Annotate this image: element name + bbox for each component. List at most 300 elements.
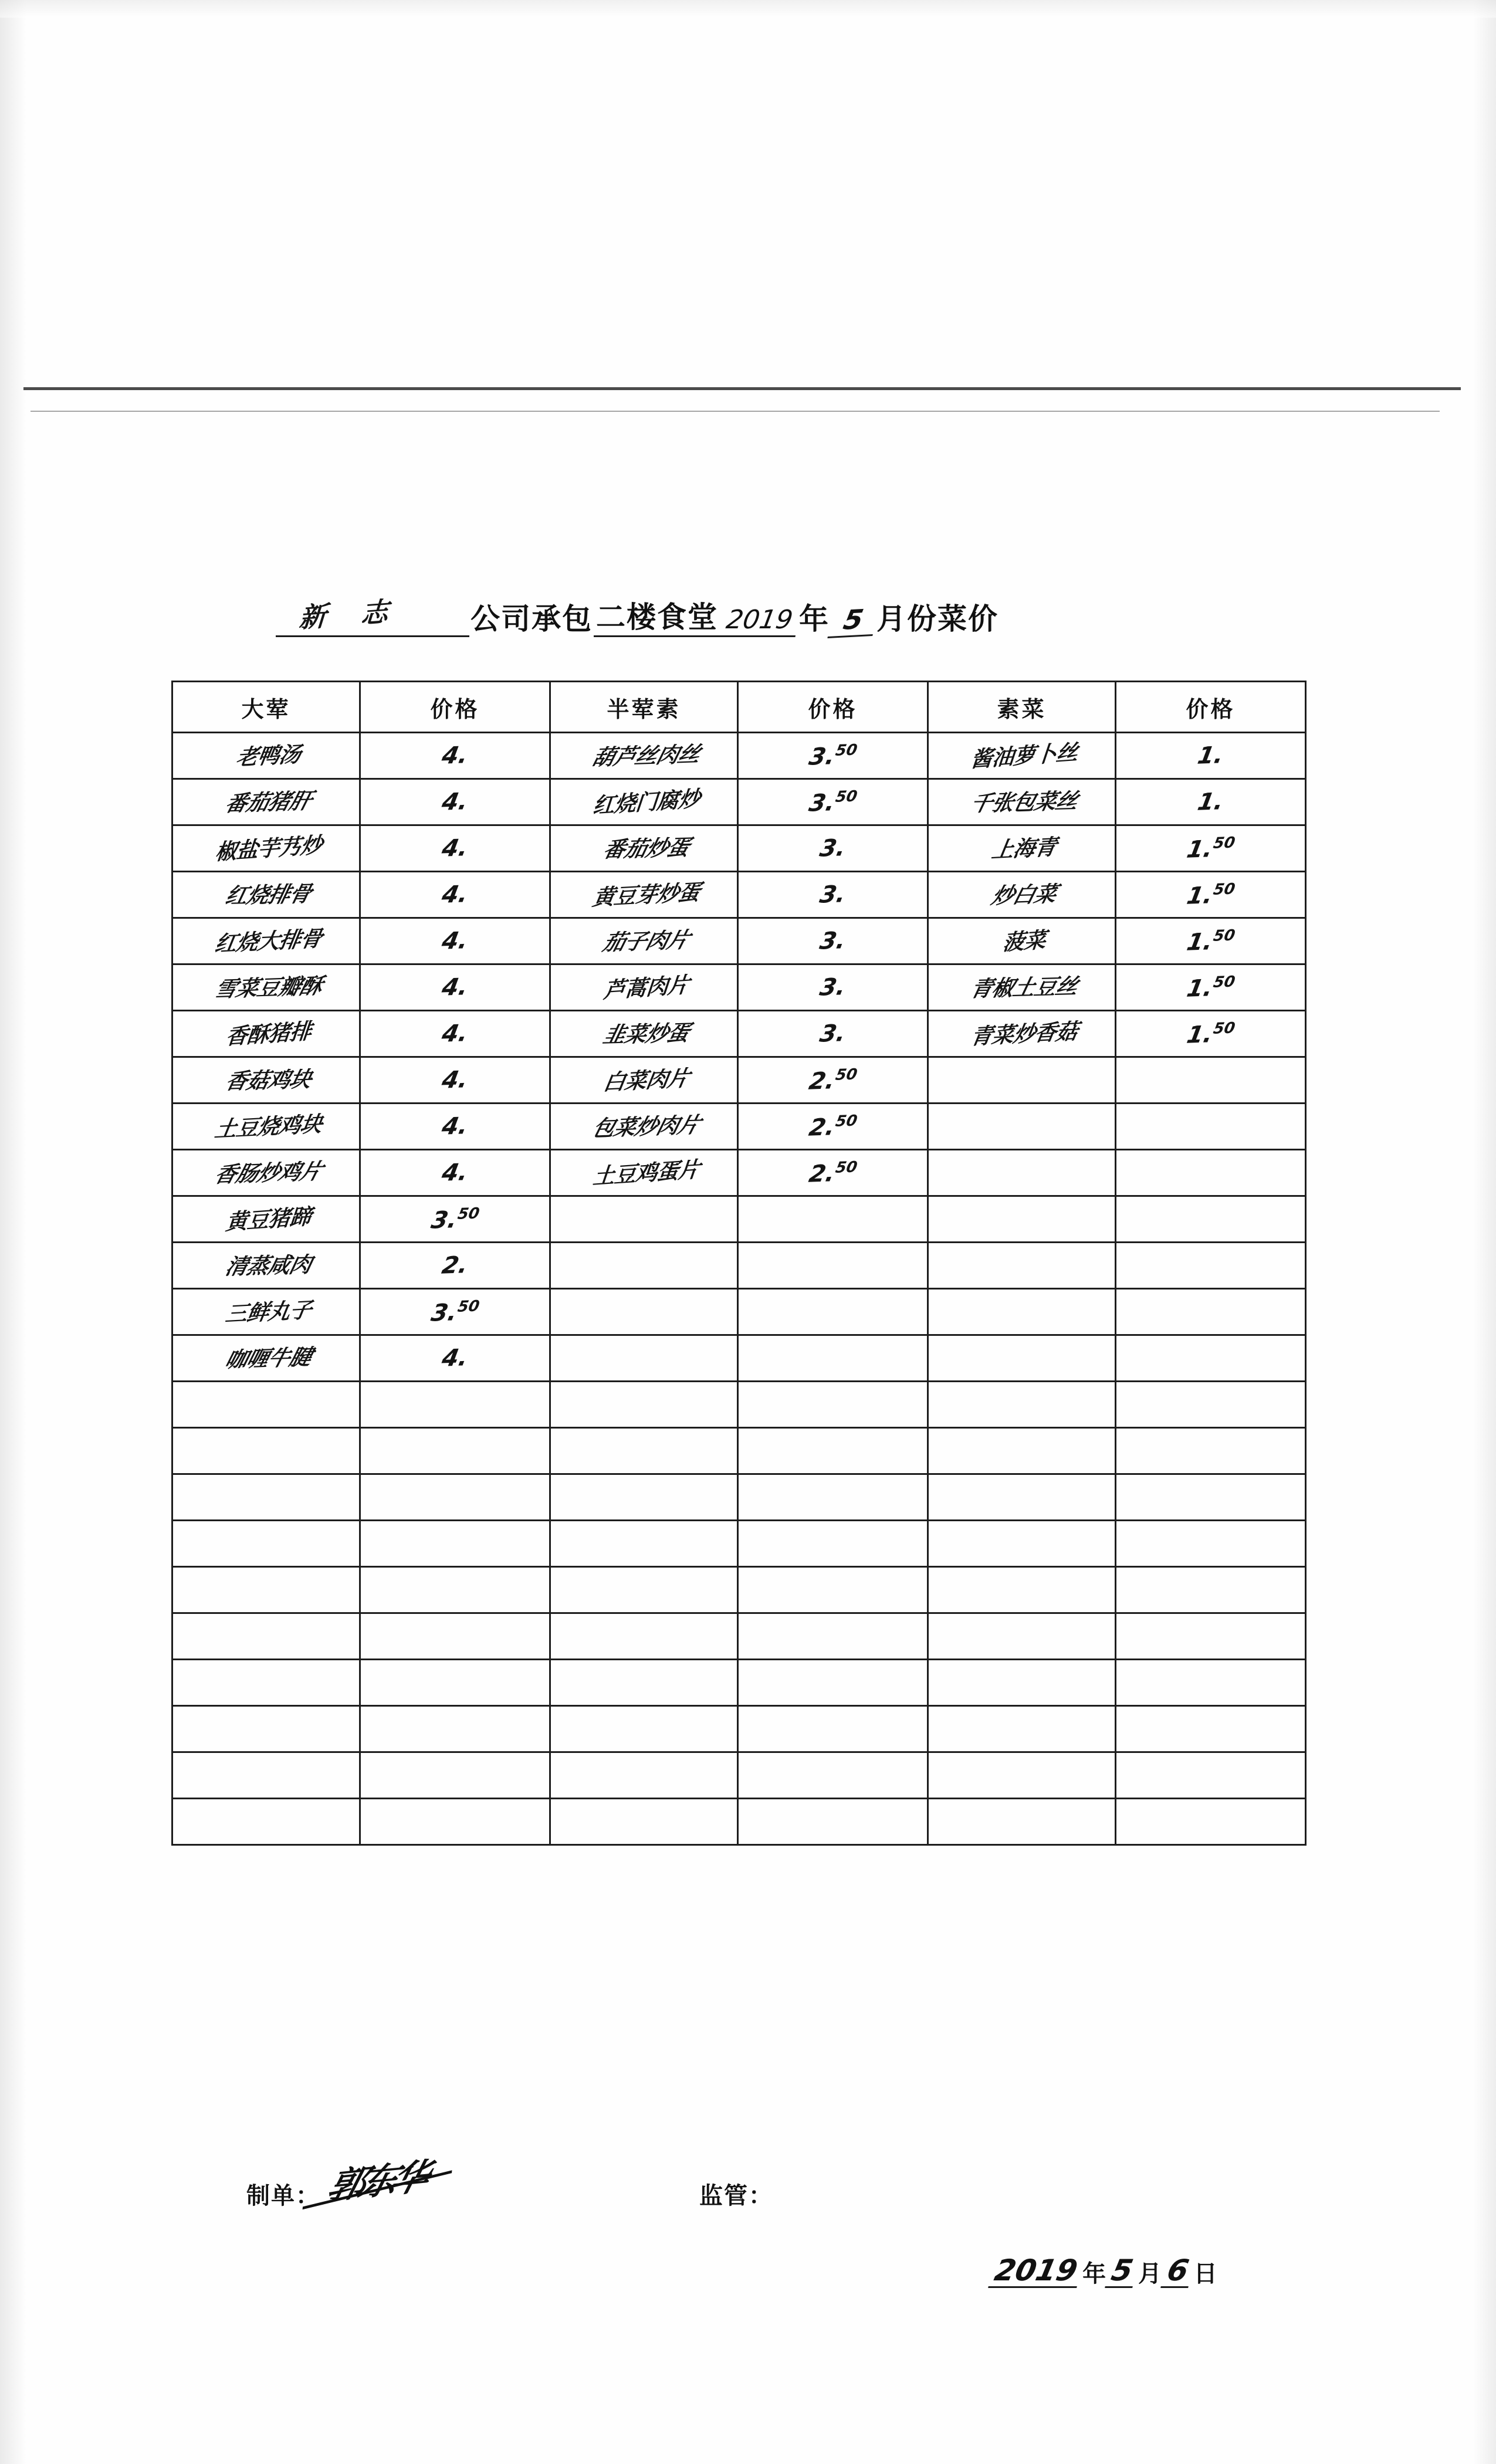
dish-name: 包菜炒肉片 xyxy=(590,1112,703,1141)
dish-name: 青菜炒香菇 xyxy=(969,1018,1079,1050)
table-row xyxy=(172,779,1306,825)
title-month-unit: 月份菜价 xyxy=(876,603,999,635)
dish-price-value: 2. xyxy=(807,1067,837,1095)
dish-price-cell xyxy=(1116,825,1306,872)
dish-price-cell xyxy=(1116,1799,1306,1845)
dish-price-cell xyxy=(360,1799,550,1845)
dish-name-cell xyxy=(172,1660,360,1706)
dish-name-cell xyxy=(172,1196,360,1243)
dish-price-fraction: 50 xyxy=(1211,973,1237,991)
dish-price-cell xyxy=(1116,1660,1306,1706)
dish-name-cell xyxy=(928,1335,1116,1382)
dish-price-value: 4. xyxy=(439,881,471,909)
dish-price xyxy=(358,1157,551,1187)
dish-price-cell xyxy=(360,1567,550,1613)
dish-price-cell xyxy=(360,1474,550,1521)
dish-name: 番茄炒蛋 xyxy=(601,834,692,862)
dish-name-cell xyxy=(172,1243,360,1289)
dish-price-value: 3. xyxy=(429,1206,459,1234)
dish-name-cell xyxy=(550,1243,738,1289)
dish-name-cell xyxy=(172,1382,360,1428)
dish-name: 千张包菜丝 xyxy=(968,788,1080,816)
table-body xyxy=(172,733,1306,1845)
scan-edge-left xyxy=(0,0,27,2464)
column-header-price-1: 价格 xyxy=(360,682,550,733)
dish-price-cell xyxy=(360,1150,550,1196)
dish-price-cell xyxy=(738,1567,928,1613)
table-row xyxy=(172,1474,1306,1521)
dish-name-cell xyxy=(928,1289,1116,1335)
dish-name-cell xyxy=(172,733,360,779)
dish-price-cell xyxy=(1116,1613,1306,1660)
dish-price-cell xyxy=(1116,1382,1306,1428)
dish-price-cell xyxy=(738,1660,928,1706)
dish-name: 葫芦丝肉丝 xyxy=(590,741,703,770)
dish-price-cell xyxy=(1116,1474,1306,1521)
document-date xyxy=(991,2253,1220,2288)
dish-price-cell xyxy=(738,1335,928,1382)
dish-name-cell xyxy=(928,1752,1116,1799)
table-row xyxy=(172,1613,1306,1660)
title-month-value: 5 xyxy=(827,605,878,638)
dish-price-cell xyxy=(360,1521,550,1567)
dish-name-cell xyxy=(928,1243,1116,1289)
dish-name-cell xyxy=(550,1752,738,1799)
dish-price xyxy=(736,786,930,818)
dish-price-value: 3. xyxy=(817,881,848,909)
dish-name: 红烧排骨 xyxy=(223,881,314,909)
title-year-unit: 年 xyxy=(798,603,830,635)
dish-name-cell xyxy=(550,1474,738,1521)
date-month-unit: 月 xyxy=(1138,2260,1162,2287)
dish-name-cell xyxy=(928,1104,1116,1150)
dish-price-cell xyxy=(1116,1104,1306,1150)
dish-price-fraction: 50 xyxy=(834,1112,859,1131)
title-part-contract: 公司承包 xyxy=(471,603,593,635)
dish-name: 土豆鸡蛋片 xyxy=(591,1156,701,1189)
table-row xyxy=(172,872,1306,918)
dish-name-cell xyxy=(928,918,1116,964)
dish-price-cell xyxy=(738,1799,928,1845)
dish-price-cell xyxy=(738,1057,928,1104)
table-row xyxy=(172,825,1306,872)
dish-name-cell xyxy=(550,1613,738,1660)
table-row xyxy=(172,1660,1306,1706)
dish-price-cell xyxy=(738,1196,928,1243)
table-row xyxy=(172,1057,1306,1104)
dish-name-cell xyxy=(928,1196,1116,1243)
dish-price-cell xyxy=(738,1613,928,1660)
dish-price-cell xyxy=(360,1104,550,1150)
dish-name: 老鸭汤 xyxy=(234,741,303,770)
dish-price-cell xyxy=(738,1706,928,1752)
dish-name: 茄子肉片 xyxy=(600,927,692,955)
dish-name-cell xyxy=(550,1057,738,1104)
dish-price xyxy=(358,1018,551,1048)
dish-name-cell xyxy=(550,1104,738,1150)
dish-name: 土豆烧鸡块 xyxy=(213,1111,324,1142)
dish-price-cell xyxy=(360,1057,550,1104)
dish-name-cell xyxy=(172,918,360,964)
dish-price xyxy=(1113,879,1308,911)
dish-price-cell xyxy=(360,1382,550,1428)
dish-price xyxy=(358,1343,551,1373)
dish-name-cell xyxy=(550,825,738,872)
title-year-value: 2019 xyxy=(718,607,801,637)
column-header-da-hun: 大荤 xyxy=(172,682,360,733)
table-row xyxy=(172,1011,1306,1057)
dish-name-cell xyxy=(550,964,738,1011)
dish-price xyxy=(736,740,930,771)
dish-name-cell xyxy=(928,1799,1116,1845)
table-row xyxy=(172,1243,1306,1289)
dish-name-cell xyxy=(550,1150,738,1196)
dish-price-fraction: 50 xyxy=(1211,926,1237,945)
dish-price-value: 3. xyxy=(817,834,848,862)
dish-price xyxy=(1113,740,1307,770)
dish-name-cell xyxy=(550,1335,738,1382)
dish-name: 菠菜 xyxy=(1001,927,1047,955)
dish-price-cell xyxy=(738,918,928,964)
dish-price-value: 1. xyxy=(1195,788,1226,816)
table-row xyxy=(172,733,1306,779)
dish-price-value: 3. xyxy=(429,1299,459,1327)
dish-price-cell xyxy=(360,1196,550,1243)
dish-price-cell xyxy=(360,733,550,779)
dish-price-value: 2. xyxy=(807,1160,837,1188)
page-fold-line-secondary xyxy=(31,411,1440,412)
dish-price xyxy=(736,879,929,909)
dish-name: 番茄猪肝 xyxy=(222,788,314,816)
table-header-row xyxy=(172,682,1306,733)
dish-price-cell xyxy=(1116,1567,1306,1613)
dish-name-cell xyxy=(550,733,738,779)
dish-price-value: 1. xyxy=(1184,882,1215,910)
table-row xyxy=(172,1104,1306,1150)
dish-price-cell xyxy=(738,825,928,872)
dish-name-cell xyxy=(172,1011,360,1057)
dish-price-value: 4. xyxy=(439,1159,471,1187)
dish-price-cell xyxy=(738,1104,928,1150)
dish-price-fraction: 50 xyxy=(456,1297,481,1316)
dish-name-cell xyxy=(172,825,360,872)
dish-name: 韭菜炒蛋 xyxy=(601,1020,692,1048)
dish-name-cell xyxy=(550,1521,738,1567)
date-year-unit: 年 xyxy=(1082,2260,1106,2287)
dish-price-cell xyxy=(1116,1150,1306,1196)
dish-price xyxy=(358,787,551,817)
dish-price-cell xyxy=(360,1706,550,1752)
dish-name-cell xyxy=(928,1521,1116,1567)
dish-price-cell xyxy=(738,1474,928,1521)
dish-price-cell xyxy=(360,1660,550,1706)
table-row xyxy=(172,1289,1306,1335)
dish-price-cell xyxy=(738,733,928,779)
document-footer xyxy=(171,2155,1309,2232)
dish-price-cell xyxy=(738,1289,928,1335)
dish-name-cell xyxy=(172,1335,360,1382)
dish-price xyxy=(358,1065,551,1095)
dish-price-cell xyxy=(738,964,928,1011)
dish-price-value: 3. xyxy=(807,789,837,817)
dish-name: 炒白菜 xyxy=(989,881,1060,909)
dish-name: 红烧大排骨 xyxy=(213,925,324,957)
dish-name-cell xyxy=(928,872,1116,918)
dish-name: 上海青 xyxy=(990,834,1058,863)
dish-price-cell xyxy=(1116,1057,1306,1104)
dish-name-cell xyxy=(172,1706,360,1752)
dish-name-cell xyxy=(550,1289,738,1335)
company-name-handwritten: 新 志 xyxy=(298,594,402,634)
dish-price-cell xyxy=(1116,1752,1306,1799)
dish-name: 白菜肉片 xyxy=(601,1065,691,1095)
dish-name-cell xyxy=(928,825,1116,872)
table-row xyxy=(172,1335,1306,1382)
date-day-value: 6 xyxy=(1160,2256,1194,2288)
dish-price-cell xyxy=(1116,1289,1306,1335)
dish-price-cell xyxy=(1116,964,1306,1011)
dish-name-cell xyxy=(550,1011,738,1057)
dish-name-cell xyxy=(550,1706,738,1752)
table-row xyxy=(172,964,1306,1011)
table-row xyxy=(172,1799,1306,1845)
dish-price-fraction: 50 xyxy=(834,787,859,806)
dish-name: 香酥猪排 xyxy=(224,1018,313,1050)
dish-price-cell xyxy=(1116,779,1306,825)
dish-name-cell xyxy=(928,779,1116,825)
dish-price-value: 3. xyxy=(817,973,848,1001)
dish-price xyxy=(358,1111,551,1141)
table-row xyxy=(172,1150,1306,1196)
dish-price-fraction: 50 xyxy=(834,741,859,760)
dish-price-cell xyxy=(1116,918,1306,964)
dish-name: 咖喱牛腱 xyxy=(222,1344,314,1372)
dish-name-cell xyxy=(928,1150,1116,1196)
dish-price xyxy=(358,1296,552,1328)
dish-price xyxy=(1113,787,1307,817)
dish-name-cell xyxy=(928,1474,1116,1521)
dish-price-cell xyxy=(360,1011,550,1057)
dish-price-cell xyxy=(360,1613,550,1660)
dish-name-cell xyxy=(550,1799,738,1845)
dish-name-cell xyxy=(550,918,738,964)
signature-text: 郭东华 xyxy=(323,2155,429,2208)
dish-price-fraction: 50 xyxy=(1211,834,1237,852)
company-name-blank xyxy=(276,594,469,637)
dish-price-value: 3. xyxy=(817,927,848,955)
dish-price xyxy=(736,1111,930,1142)
dish-price xyxy=(358,1250,551,1280)
dish-price-cell xyxy=(360,779,550,825)
dish-price-cell xyxy=(1116,1706,1306,1752)
dish-name: 黄豆猪蹄 xyxy=(224,1203,313,1235)
dish-price-cell xyxy=(360,1289,550,1335)
scan-edge-top xyxy=(0,0,1496,18)
dish-price-cell xyxy=(360,918,550,964)
supervisor-label: 监管： xyxy=(699,2182,773,2209)
dish-price-cell xyxy=(360,1752,550,1799)
dish-name: 三鲜丸子 xyxy=(224,1297,313,1327)
dish-name-cell xyxy=(550,1660,738,1706)
dish-price-cell xyxy=(738,779,928,825)
table-row xyxy=(172,1706,1306,1752)
dish-name-cell xyxy=(172,1521,360,1567)
dish-name: 黄豆芽炒蛋 xyxy=(591,879,702,911)
dish-price-cell xyxy=(738,1243,928,1289)
table-row xyxy=(172,1521,1306,1567)
dish-price-cell xyxy=(1116,733,1306,779)
dish-price-value: 1. xyxy=(1184,835,1215,864)
column-header-price-2: 价格 xyxy=(738,682,928,733)
dish-price-value: 1. xyxy=(1184,928,1215,956)
dish-price xyxy=(358,833,551,863)
dish-price xyxy=(736,1157,930,1189)
dish-price-value: 2. xyxy=(807,1113,837,1142)
dish-name-cell xyxy=(172,1752,360,1799)
dish-price-cell xyxy=(360,1243,550,1289)
table-row xyxy=(172,1752,1306,1799)
dish-price-cell xyxy=(1116,1243,1306,1289)
dish-name-cell xyxy=(550,872,738,918)
dish-price-value: 4. xyxy=(439,1344,471,1372)
dish-name: 椒盐芋艿炒 xyxy=(214,832,323,865)
dish-name-cell xyxy=(928,1428,1116,1474)
dish-price-fraction: 50 xyxy=(1211,1019,1237,1038)
dish-price-cell xyxy=(1116,1428,1306,1474)
dish-price xyxy=(736,926,929,956)
dish-price-value: 1. xyxy=(1184,974,1215,1003)
dish-price xyxy=(736,972,929,1002)
table-row xyxy=(172,1196,1306,1243)
date-day-unit: 日 xyxy=(1193,2260,1217,2287)
dish-price-value: 4. xyxy=(439,1066,471,1094)
dish-price-cell xyxy=(1116,1335,1306,1382)
dish-name: 红烧门腐炒 xyxy=(591,786,701,818)
table-row xyxy=(172,918,1306,964)
dish-name-cell xyxy=(550,1567,738,1613)
dish-price xyxy=(736,833,929,863)
dish-price-cell xyxy=(738,1752,928,1799)
dish-name-cell xyxy=(550,779,738,825)
dish-price xyxy=(736,1018,929,1048)
column-header-price-3: 价格 xyxy=(1116,682,1306,733)
menu-price-table xyxy=(171,681,1307,1846)
dish-price-cell xyxy=(738,1011,928,1057)
dish-price-value: 4. xyxy=(439,788,471,816)
dish-price-cell xyxy=(360,964,550,1011)
dish-price-value: 4. xyxy=(439,1020,471,1048)
dish-name: 香菇鸡块 xyxy=(223,1066,314,1094)
dish-price xyxy=(358,1203,552,1235)
dish-price-value: 3. xyxy=(817,1020,848,1048)
dish-price xyxy=(358,879,551,909)
table-row xyxy=(172,1382,1306,1428)
dish-price-cell xyxy=(738,1150,928,1196)
dish-price-cell xyxy=(738,1428,928,1474)
dish-name-cell xyxy=(928,733,1116,779)
dish-name-cell xyxy=(928,1613,1116,1660)
dish-price-cell xyxy=(1116,1521,1306,1567)
dish-price-cell xyxy=(738,1521,928,1567)
dish-name: 香肠炒鸡片 xyxy=(212,1158,325,1187)
dish-name-cell xyxy=(550,1428,738,1474)
dish-price-value: 4. xyxy=(439,973,471,1001)
dish-name-cell xyxy=(928,1567,1116,1613)
dish-name-cell xyxy=(172,1057,360,1104)
dish-price-cell xyxy=(1116,1196,1306,1243)
dish-name: 芦蒿肉片 xyxy=(602,972,691,1003)
date-month-value: 5 xyxy=(1105,2256,1139,2288)
dish-price xyxy=(358,740,551,770)
dish-price-cell xyxy=(738,872,928,918)
dish-price-fraction: 50 xyxy=(834,1158,859,1177)
dish-price-cell xyxy=(1116,1011,1306,1057)
dish-name-cell xyxy=(550,1382,738,1428)
dish-price xyxy=(358,972,551,1002)
dish-price-cell xyxy=(738,1382,928,1428)
dish-name-cell xyxy=(172,1428,360,1474)
dish-price-value: 4. xyxy=(439,927,471,955)
dish-name-cell xyxy=(172,1799,360,1845)
dish-price-value: 2. xyxy=(439,1251,471,1280)
dish-name-cell xyxy=(928,1011,1116,1057)
dish-price-fraction: 50 xyxy=(834,1065,859,1084)
dish-price xyxy=(1113,1018,1308,1050)
dish-price-cell xyxy=(360,872,550,918)
dish-price-fraction: 50 xyxy=(456,1204,481,1223)
page-fold-line xyxy=(23,387,1461,390)
dish-name-cell xyxy=(928,1706,1116,1752)
dish-name-cell xyxy=(928,964,1116,1011)
dish-price-cell xyxy=(360,1428,550,1474)
date-year-value: 2019 xyxy=(988,2256,1084,2288)
dish-name-cell xyxy=(172,1150,360,1196)
dish-name: 雪菜豆瓣酥 xyxy=(212,973,325,1002)
table-row xyxy=(172,1567,1306,1613)
dish-name-cell xyxy=(172,1567,360,1613)
column-header-su-cai: 素菜 xyxy=(928,682,1116,733)
dish-price-cell xyxy=(360,1335,550,1382)
dish-name-cell xyxy=(928,1660,1116,1706)
dish-price-value: 3. xyxy=(807,743,837,771)
dish-price xyxy=(358,926,551,956)
dish-name-cell xyxy=(172,1613,360,1660)
prepared-by-label: 制单： xyxy=(246,2182,320,2209)
dish-name: 青椒土豆丝 xyxy=(968,973,1080,1001)
dish-price xyxy=(1113,972,1308,1003)
title-part-canteen: 二楼食堂 xyxy=(594,603,720,637)
dish-name-cell xyxy=(172,872,360,918)
dish-name-cell xyxy=(172,1104,360,1150)
dish-price xyxy=(736,1064,930,1096)
dish-price-value: 4. xyxy=(439,1112,471,1140)
dish-name-cell xyxy=(928,1382,1116,1428)
scan-edge-right xyxy=(1473,0,1496,2464)
dish-name: 酱油萝卜丝 xyxy=(969,739,1079,772)
dish-price xyxy=(1113,925,1308,957)
dish-name-cell xyxy=(172,964,360,1011)
dish-name-cell xyxy=(172,1289,360,1335)
dish-price-value: 1. xyxy=(1184,1021,1215,1049)
dish-price-value: 1. xyxy=(1195,742,1226,770)
dish-price-value: 4. xyxy=(439,834,471,862)
prepared-by-signature xyxy=(323,2148,431,2209)
dish-price-cell xyxy=(360,825,550,872)
dish-price-fraction: 50 xyxy=(1211,880,1237,899)
dish-price-cell xyxy=(1116,872,1306,918)
dish-price-value: 4. xyxy=(439,742,471,770)
dish-name-cell xyxy=(550,1196,738,1243)
